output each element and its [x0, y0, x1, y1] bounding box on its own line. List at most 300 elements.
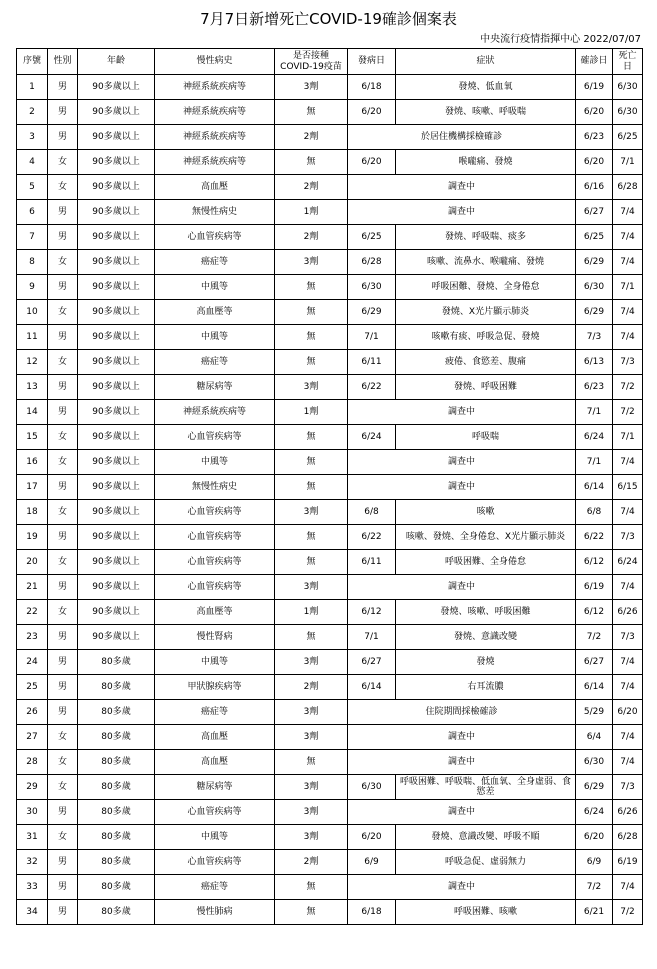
cell-age: 90多歲以上	[78, 450, 155, 475]
cell-history: 糖尿病等	[155, 775, 275, 800]
table-row	[17, 375, 643, 400]
table-row	[17, 250, 643, 275]
cell-onset: 7/1	[348, 625, 396, 650]
cell-onset: 6/25	[348, 225, 396, 250]
cell-history: 高血壓	[155, 750, 275, 775]
cell-confirm: 6/14	[576, 475, 613, 500]
cell-symptoms: 呼吸困難、發燒、全身倦怠	[396, 275, 576, 300]
cell-onset: 6/14	[348, 675, 396, 700]
cell-vaccine: 無	[275, 525, 348, 550]
cell-age: 90多歲以上	[78, 625, 155, 650]
cell-status: 於居住機構採檢確診	[348, 125, 576, 150]
cell-sex: 女	[48, 300, 78, 325]
cell-sex: 男	[48, 475, 78, 500]
cell-confirm: 6/20	[576, 100, 613, 125]
cell-vaccine: 無	[275, 875, 348, 900]
table-row	[17, 200, 643, 225]
table-body	[17, 75, 643, 925]
source-note: 中央流行疫情指揮中心 2022/07/07	[480, 34, 641, 45]
table-row	[17, 475, 643, 500]
cell-symptoms: 右耳流膿	[396, 675, 576, 700]
cell-confirm: 6/23	[576, 375, 613, 400]
cell-death: 6/26	[613, 800, 643, 825]
cell-vaccine: 1劑	[275, 400, 348, 425]
table-header-row	[17, 49, 643, 75]
cell-age: 80多歲	[78, 725, 155, 750]
header-sex: 性別	[48, 49, 78, 75]
cell-status: 調查中	[348, 400, 576, 425]
cell-confirm: 7/2	[576, 625, 613, 650]
cell-onset: 6/8	[348, 500, 396, 525]
table-row	[17, 150, 643, 175]
cell-confirm: 6/4	[576, 725, 613, 750]
cell-death: 6/24	[613, 550, 643, 575]
cell-confirm: 6/20	[576, 150, 613, 175]
cell-age: 90多歲以上	[78, 400, 155, 425]
cell-confirm: 6/29	[576, 300, 613, 325]
cell-onset: 6/27	[348, 650, 396, 675]
cell-onset: 6/29	[348, 300, 396, 325]
cell-age: 90多歲以上	[78, 600, 155, 625]
cell-no: 17	[17, 475, 48, 500]
cell-symptoms: 疲倦、食慾差、腹痛	[396, 350, 576, 375]
cell-no: 13	[17, 375, 48, 400]
table-row	[17, 875, 643, 900]
cell-death: 7/4	[613, 750, 643, 775]
cell-onset: 6/24	[348, 425, 396, 450]
table-row	[17, 75, 643, 100]
cell-symptoms: 呼吸困難、全身倦怠	[396, 550, 576, 575]
cell-onset: 6/30	[348, 275, 396, 300]
cell-symptoms: 呼吸急促、虛弱無力	[396, 850, 576, 875]
table-row	[17, 725, 643, 750]
cell-symptoms: 發燒、呼吸喘、痰多	[396, 225, 576, 250]
cell-confirm: 6/13	[576, 350, 613, 375]
cell-onset: 7/1	[348, 325, 396, 350]
cell-age: 90多歲以上	[78, 125, 155, 150]
cell-history: 中風等	[155, 650, 275, 675]
cell-age: 80多歲	[78, 675, 155, 700]
header-vaccine: 是否接種COVID-19疫苗	[275, 49, 348, 75]
cell-sex: 男	[48, 325, 78, 350]
cell-sex: 女	[48, 500, 78, 525]
table-row	[17, 900, 643, 925]
header-history: 慢性病史	[155, 49, 275, 75]
table-row	[17, 650, 643, 675]
cell-onset: 6/28	[348, 250, 396, 275]
cell-confirm: 6/24	[576, 425, 613, 450]
cell-death: 7/4	[613, 500, 643, 525]
cell-confirm: 5/29	[576, 700, 613, 725]
cell-history: 高血壓	[155, 175, 275, 200]
cell-vaccine: 無	[275, 150, 348, 175]
cell-history: 心血管疾病等	[155, 425, 275, 450]
table-row	[17, 450, 643, 475]
cell-no: 6	[17, 200, 48, 225]
cell-sex: 男	[48, 875, 78, 900]
cell-status: 調查中	[348, 575, 576, 600]
cell-vaccine: 3劑	[275, 725, 348, 750]
cell-no: 18	[17, 500, 48, 525]
cell-symptoms: 發燒、X光片顯示肺炎	[396, 300, 576, 325]
cell-vaccine: 無	[275, 550, 348, 575]
cell-death: 6/28	[613, 825, 643, 850]
cell-sex: 男	[48, 650, 78, 675]
cell-confirm: 6/19	[576, 575, 613, 600]
cell-age: 90多歲以上	[78, 175, 155, 200]
cell-onset: 6/30	[348, 775, 396, 800]
cell-death: 7/4	[613, 250, 643, 275]
cell-vaccine: 3劑	[275, 500, 348, 525]
cell-symptoms: 發燒、低血氧	[396, 75, 576, 100]
cell-vaccine: 2劑	[275, 850, 348, 875]
cell-death: 6/30	[613, 75, 643, 100]
cell-sex: 男	[48, 75, 78, 100]
cell-no: 1	[17, 75, 48, 100]
cell-symptoms: 咳嗽、發燒、全身倦怠、X光片顯示肺炎	[396, 525, 576, 550]
cell-sex: 女	[48, 600, 78, 625]
cell-death: 7/4	[613, 225, 643, 250]
cell-age: 90多歲以上	[78, 325, 155, 350]
cell-no: 20	[17, 550, 48, 575]
cell-death: 7/2	[613, 400, 643, 425]
cell-vaccine: 無	[275, 900, 348, 925]
cell-sex: 男	[48, 400, 78, 425]
cell-no: 32	[17, 850, 48, 875]
cell-history: 神經系統疾病等	[155, 75, 275, 100]
cell-sex: 男	[48, 200, 78, 225]
cell-no: 27	[17, 725, 48, 750]
cell-sex: 男	[48, 575, 78, 600]
cell-death: 7/4	[613, 325, 643, 350]
cell-no: 22	[17, 600, 48, 625]
cell-vaccine: 3劑	[275, 800, 348, 825]
table-row	[17, 575, 643, 600]
header-age: 年齡	[78, 49, 155, 75]
cell-sex: 女	[48, 775, 78, 800]
cell-confirm: 6/8	[576, 500, 613, 525]
cell-onset: 6/12	[348, 600, 396, 625]
cell-death: 7/2	[613, 900, 643, 925]
cell-no: 29	[17, 775, 48, 800]
cell-no: 10	[17, 300, 48, 325]
cell-death: 7/2	[613, 375, 643, 400]
cell-vaccine: 無	[275, 625, 348, 650]
cell-death: 7/4	[613, 575, 643, 600]
cell-history: 神經系統疾病等	[155, 125, 275, 150]
cell-death: 7/4	[613, 450, 643, 475]
cell-confirm: 6/12	[576, 550, 613, 575]
cell-death: 7/4	[613, 300, 643, 325]
cell-sex: 女	[48, 825, 78, 850]
cell-vaccine: 1劑	[275, 600, 348, 625]
death-cases-table	[16, 48, 643, 925]
cell-no: 24	[17, 650, 48, 675]
cell-age: 80多歲	[78, 875, 155, 900]
table-row	[17, 550, 643, 575]
cell-death: 7/1	[613, 425, 643, 450]
table-row	[17, 125, 643, 150]
cell-death: 7/4	[613, 200, 643, 225]
cell-death: 7/4	[613, 650, 643, 675]
cell-status: 調查中	[348, 725, 576, 750]
cell-sex: 女	[48, 725, 78, 750]
cell-age: 80多歲	[78, 825, 155, 850]
cell-history: 慢性肺病	[155, 900, 275, 925]
cell-confirm: 6/16	[576, 175, 613, 200]
cell-age: 90多歲以上	[78, 225, 155, 250]
cell-death: 7/4	[613, 875, 643, 900]
cell-age: 90多歲以上	[78, 350, 155, 375]
cell-confirm: 6/30	[576, 750, 613, 775]
cell-onset: 6/20	[348, 100, 396, 125]
cell-vaccine: 無	[275, 350, 348, 375]
cell-confirm: 6/9	[576, 850, 613, 875]
cell-vaccine: 無	[275, 275, 348, 300]
cell-vaccine: 2劑	[275, 175, 348, 200]
cell-vaccine: 3劑	[275, 250, 348, 275]
cell-sex: 男	[48, 700, 78, 725]
table-row	[17, 175, 643, 200]
cell-age: 90多歲以上	[78, 525, 155, 550]
cell-status: 調查中	[348, 200, 576, 225]
cell-onset: 6/18	[348, 75, 396, 100]
cell-onset: 6/22	[348, 375, 396, 400]
cell-no: 7	[17, 225, 48, 250]
page-title: 7月7日新增死亡COVID-19確診個案表	[200, 10, 457, 28]
cell-confirm: 6/25	[576, 225, 613, 250]
cell-age: 80多歲	[78, 900, 155, 925]
cell-sex: 男	[48, 375, 78, 400]
cell-age: 90多歲以上	[78, 300, 155, 325]
cell-sex: 男	[48, 125, 78, 150]
cell-no: 9	[17, 275, 48, 300]
cell-death: 6/25	[613, 125, 643, 150]
cell-symptoms: 喉嚨痛、發燒	[396, 150, 576, 175]
cell-confirm: 7/2	[576, 875, 613, 900]
cell-sex: 男	[48, 675, 78, 700]
cell-vaccine: 無	[275, 475, 348, 500]
cell-no: 30	[17, 800, 48, 825]
table-row	[17, 400, 643, 425]
table-row	[17, 825, 643, 850]
cell-confirm: 6/14	[576, 675, 613, 700]
cell-death: 7/3	[613, 350, 643, 375]
cell-no: 34	[17, 900, 48, 925]
cell-vaccine: 3劑	[275, 825, 348, 850]
cell-sex: 女	[48, 175, 78, 200]
cell-no: 21	[17, 575, 48, 600]
cell-history: 無慢性病史	[155, 200, 275, 225]
cell-age: 90多歲以上	[78, 425, 155, 450]
cell-no: 4	[17, 150, 48, 175]
cell-age: 80多歲	[78, 650, 155, 675]
cell-confirm: 6/19	[576, 75, 613, 100]
header-symptoms: 症狀	[396, 49, 576, 75]
cell-age: 90多歲以上	[78, 250, 155, 275]
cell-history: 心血管疾病等	[155, 800, 275, 825]
cell-age: 90多歲以上	[78, 375, 155, 400]
cell-sex: 女	[48, 150, 78, 175]
cell-death: 7/3	[613, 525, 643, 550]
cell-sex: 女	[48, 750, 78, 775]
cell-vaccine: 3劑	[275, 375, 348, 400]
cell-history: 癌症等	[155, 875, 275, 900]
cell-history: 神經系統疾病等	[155, 150, 275, 175]
cell-history: 高血壓等	[155, 600, 275, 625]
table-row	[17, 850, 643, 875]
cell-death: 7/1	[613, 275, 643, 300]
cell-age: 90多歲以上	[78, 275, 155, 300]
cell-sex: 女	[48, 425, 78, 450]
cell-history: 神經系統疾病等	[155, 400, 275, 425]
cell-death: 7/3	[613, 775, 643, 800]
cell-symptoms: 呼吸困難、呼吸喘、低血氧、全身虛弱、食慾差	[396, 775, 576, 800]
header-confirm: 確診日	[576, 49, 613, 75]
cell-history: 心血管疾病等	[155, 500, 275, 525]
cell-sex: 男	[48, 275, 78, 300]
cell-onset: 6/18	[348, 900, 396, 925]
cell-no: 19	[17, 525, 48, 550]
cell-history: 慢性腎病	[155, 625, 275, 650]
cell-onset: 6/20	[348, 150, 396, 175]
cell-status: 調查中	[348, 175, 576, 200]
cell-status: 調查中	[348, 450, 576, 475]
cell-age: 90多歲以上	[78, 100, 155, 125]
cell-vaccine: 3劑	[275, 75, 348, 100]
cell-age: 90多歲以上	[78, 475, 155, 500]
cell-status: 調查中	[348, 475, 576, 500]
cell-sex: 男	[48, 225, 78, 250]
cell-history: 高血壓	[155, 725, 275, 750]
table-row	[17, 225, 643, 250]
cell-symptoms: 發燒、咳嗽、呼吸喘	[396, 100, 576, 125]
cell-onset: 6/11	[348, 350, 396, 375]
cell-history: 中風等	[155, 825, 275, 850]
cell-sex: 女	[48, 250, 78, 275]
cell-onset: 6/11	[348, 550, 396, 575]
cell-age: 80多歲	[78, 700, 155, 725]
cell-confirm: 6/23	[576, 125, 613, 150]
cell-symptoms: 咳嗽、流鼻水、喉嚨痛、發燒	[396, 250, 576, 275]
cell-symptoms: 咳嗽有痰、呼吸急促、發燒	[396, 325, 576, 350]
cell-vaccine: 2劑	[275, 225, 348, 250]
table-row	[17, 800, 643, 825]
cell-vaccine: 1劑	[275, 200, 348, 225]
cell-symptoms: 呼吸喘	[396, 425, 576, 450]
table-row	[17, 425, 643, 450]
cell-vaccine: 2劑	[275, 125, 348, 150]
cell-vaccine: 無	[275, 300, 348, 325]
cell-death: 7/4	[613, 675, 643, 700]
cell-history: 中風等	[155, 275, 275, 300]
cell-age: 90多歲以上	[78, 550, 155, 575]
cell-sex: 女	[48, 450, 78, 475]
cell-status: 調查中	[348, 800, 576, 825]
cell-death: 6/30	[613, 100, 643, 125]
cell-age: 80多歲	[78, 800, 155, 825]
cell-sex: 男	[48, 100, 78, 125]
table-row	[17, 675, 643, 700]
cell-death: 7/3	[613, 625, 643, 650]
cell-symptoms: 呼吸困難、咳嗽	[396, 900, 576, 925]
cell-history: 癌症等	[155, 250, 275, 275]
cell-history: 心血管疾病等	[155, 850, 275, 875]
cell-status: 調查中	[348, 875, 576, 900]
cell-age: 90多歲以上	[78, 75, 155, 100]
cell-history: 神經系統疾病等	[155, 100, 275, 125]
cell-death: 6/15	[613, 475, 643, 500]
table-row	[17, 500, 643, 525]
cell-status: 住院期間採檢確診	[348, 700, 576, 725]
cell-confirm: 6/29	[576, 775, 613, 800]
cell-history: 無慢性病史	[155, 475, 275, 500]
cell-no: 25	[17, 675, 48, 700]
cell-confirm: 6/22	[576, 525, 613, 550]
cell-history: 中風等	[155, 450, 275, 475]
table-row	[17, 750, 643, 775]
cell-confirm: 7/3	[576, 325, 613, 350]
table-row	[17, 300, 643, 325]
cell-history: 心血管疾病等	[155, 575, 275, 600]
cell-history: 心血管疾病等	[155, 550, 275, 575]
cell-confirm: 6/20	[576, 825, 613, 850]
cell-vaccine: 3劑	[275, 775, 348, 800]
cell-no: 11	[17, 325, 48, 350]
cell-age: 90多歲以上	[78, 200, 155, 225]
cell-no: 5	[17, 175, 48, 200]
cell-age: 80多歲	[78, 750, 155, 775]
table-row	[17, 700, 643, 725]
cell-no: 8	[17, 250, 48, 275]
cell-no: 14	[17, 400, 48, 425]
table-row	[17, 275, 643, 300]
cell-confirm: 6/27	[576, 200, 613, 225]
cell-history: 糖尿病等	[155, 375, 275, 400]
cell-confirm: 6/12	[576, 600, 613, 625]
table-row	[17, 600, 643, 625]
cell-sex: 女	[48, 550, 78, 575]
cell-no: 26	[17, 700, 48, 725]
cell-no: 2	[17, 100, 48, 125]
cell-age: 90多歲以上	[78, 575, 155, 600]
cell-no: 15	[17, 425, 48, 450]
cell-history: 癌症等	[155, 700, 275, 725]
cell-death: 6/28	[613, 175, 643, 200]
cell-vaccine: 無	[275, 100, 348, 125]
table-row	[17, 525, 643, 550]
table-row	[17, 775, 643, 800]
header-onset: 發病日	[348, 49, 396, 75]
cell-history: 甲狀腺疾病等	[155, 675, 275, 700]
cell-sex: 男	[48, 900, 78, 925]
cell-death: 7/4	[613, 725, 643, 750]
table-row	[17, 325, 643, 350]
cell-vaccine: 無	[275, 450, 348, 475]
cell-vaccine: 無	[275, 750, 348, 775]
cell-onset: 6/9	[348, 850, 396, 875]
cell-vaccine: 2劑	[275, 675, 348, 700]
cell-confirm: 7/1	[576, 400, 613, 425]
cell-status: 調查中	[348, 750, 576, 775]
header-no: 序號	[17, 49, 48, 75]
cell-age: 90多歲以上	[78, 150, 155, 175]
cell-confirm: 6/27	[576, 650, 613, 675]
cell-no: 33	[17, 875, 48, 900]
cell-no: 16	[17, 450, 48, 475]
cell-onset: 6/22	[348, 525, 396, 550]
cell-symptoms: 發燒、意識改變	[396, 625, 576, 650]
